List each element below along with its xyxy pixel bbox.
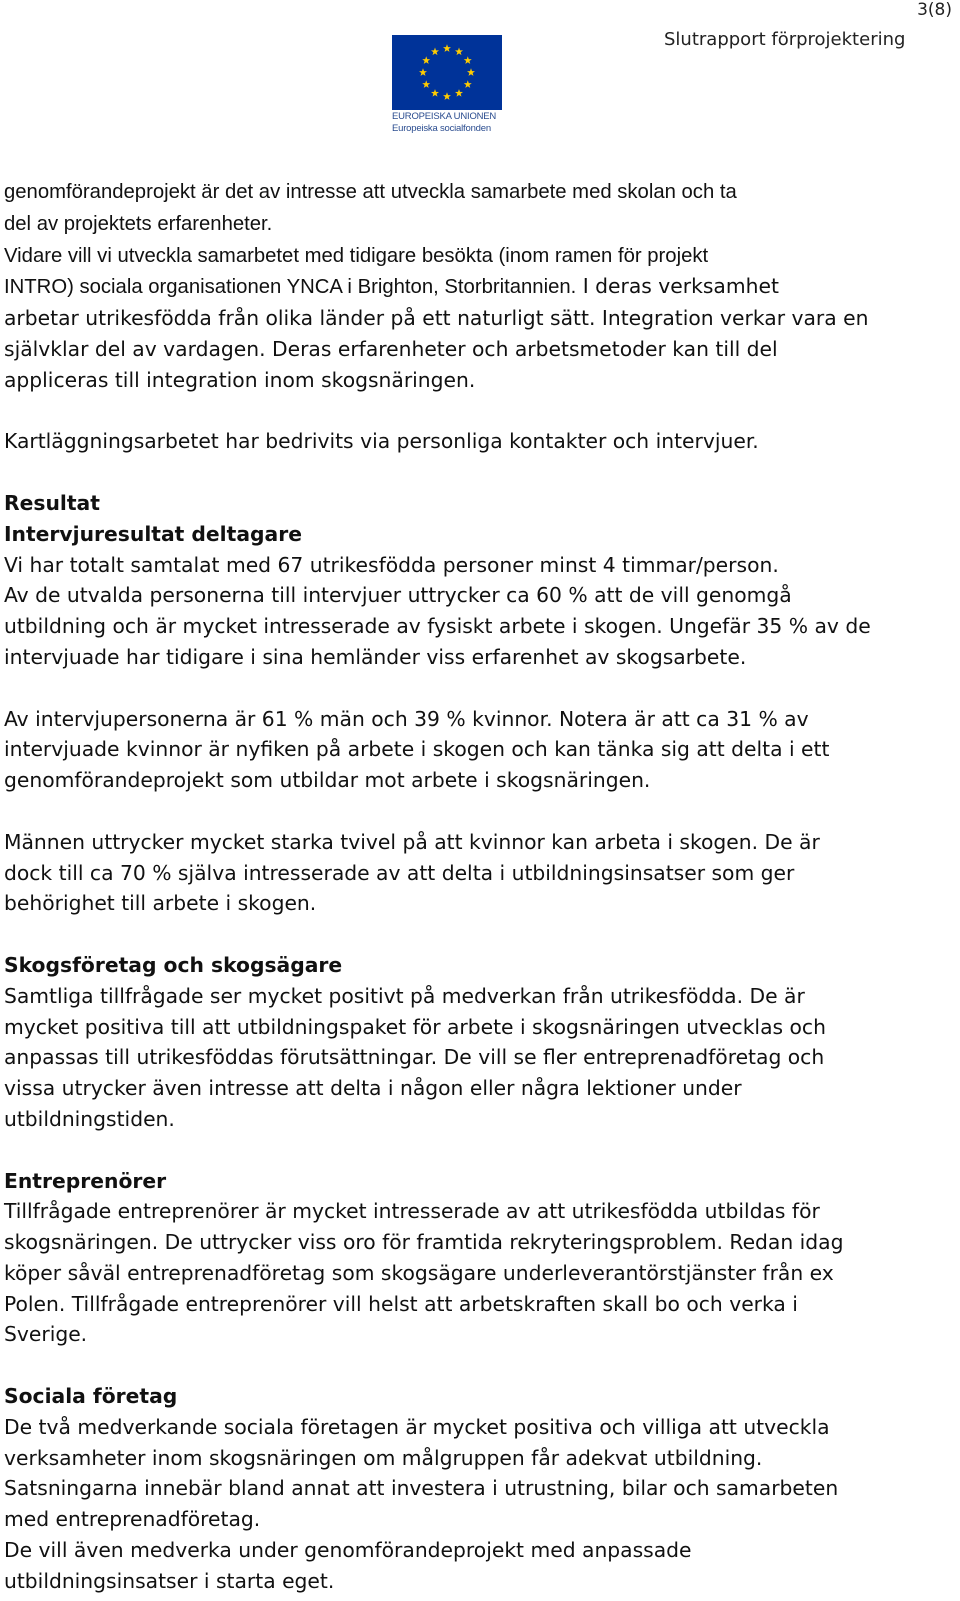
paragraph-line: Tillfrågade entreprenörer är mycket intresserade av att utrikesfödda utbildas för [4,1199,820,1224]
paragraph-line: självklar del av vardagen. Deras erfarenheter och arbetsmetoder kan till del [4,336,778,361]
page-number: 3(8) [917,0,952,20]
paragraph-line: Satsningarna innebär bland annat att investera i utrustning, bilar och samarbeten [4,1476,839,1501]
paragraph-line: De två medverkande sociala företagen är mycket positiva och villiga att utveckla [4,1414,830,1439]
section-heading-resultat: Resultat [4,490,100,515]
paragraph-line: köper såväl entreprenadföretag som skogsägare underleverantörstjänster från ex [4,1260,834,1285]
eu-logo [392,35,504,137]
paragraph-line: intervjuade kvinnor är nyfiken på arbete i skogen och kan tänka sig att delta i ett [4,737,830,762]
paragraph-line: mycket positiva till att utbildningspaket för arbete i skogsnäringen utvecklas och [4,1014,826,1039]
paragraph-line: skogsnäringen. De uttrycker viss oro för framtida rekryteringsproblem. Redan idag [4,1230,844,1255]
paragraph-line: behörighet till arbete i skogen. [4,891,317,916]
paragraph-line: intervjuade har tidigare i sina hemländer viss erfarenhet av skogsarbete. [4,644,747,669]
section-heading-interview: Intervjuresultat deltagare [4,521,302,546]
paragraph-line: genomförandeprojekt som utbildar mot arbete i skogsnäringen. [4,768,651,793]
section-heading-social: Sociala företag [4,1384,178,1409]
eu-flag-icon [392,35,502,110]
logo-text-union: EUROPEISKA UNIONEN [392,111,497,122]
paragraph-line: Av intervjupersonerna är 61 % män och 39 % kvinnor. Notera är att ca 31 % av [4,706,809,731]
paragraph-line: del av projektets erfarenheter. [4,212,273,235]
paragraph-line: vissa utrycker även intresse att delta i någon eller några lektioner under [4,1076,742,1101]
paragraph-line: Samtliga tillfrågade ser mycket positivt på medverkan från utrikesfödda. De är [4,983,805,1008]
document-title: Slutrapport förprojektering [664,29,906,50]
section-heading-forest: Skogsföretag och skogsägare [4,952,343,977]
paragraph-line: Polen. Tillfrågade entreprenörer vill helst att arbetskraften skall bo och verka i [4,1291,798,1316]
paragraph-line: Vidare vill vi utveckla samarbetet med tidigare besökta (inom ramen för projekt [4,244,709,267]
paragraph-line: utbildning och är mycket intresserade av fysiskt arbete i skogen. Ungefär 35 % av de [4,614,871,639]
paragraph-line: arbetar utrikesfödda från olika länder på ett naturligt sätt. Integration verkar vara en [4,306,869,331]
paragraph-line: Sverige. [4,1322,88,1347]
paragraph-line: med entreprenadföretag. [4,1507,261,1532]
paragraph-line: De vill även medverka under genomförandeprojekt med anpassade [4,1538,692,1563]
paragraph-line: anpassas till utrikesföddas förutsättningar. De vill se fler entreprenadföretag och [4,1045,825,1070]
paragraph-line: Vi har totalt samtalat med 67 utrikesfödda personer minst 4 timmar/person. [4,552,779,577]
paragraph-line: genomförandeprojekt är det av intresse att utveckla samarbete med skolan och ta [4,181,737,203]
paragraph-line: dock till ca 70 % själva intresserade av att delta i utbildningsinsatser som ger [4,860,795,885]
paragraph-line: utbildningstiden. [4,1106,175,1131]
paragraph-line: Av de utvalda personerna till intervjuer uttrycker ca 60 % att de vill genomgå [4,583,792,608]
logo-text-fund: Europeiska socialfonden [392,123,491,134]
paragraph-line: utbildningsinsatser i starta eget. [4,1568,335,1593]
paragraph-line: Männen uttrycker mycket starka tvivel på att kvinnor kan arbeta i skogen. De är [4,829,820,854]
section-heading-entrepreneurs: Entreprenörer [4,1168,167,1193]
paragraph-line: verksamheter inom skogsnäringen om målgruppen får adekvat utbildning. [4,1445,763,1470]
paragraph-line: INTRO) sociala organisationen YNCA i Brighton, Storbritannien. I deras verksamhet [4,274,779,299]
paragraph-line: Kartläggningsarbetet har bedrivits via personliga kontakter och intervjuer. [4,429,759,454]
paragraph-line: appliceras till integration inom skogsnäringen. [4,367,476,392]
document-body [4,176,944,1597]
